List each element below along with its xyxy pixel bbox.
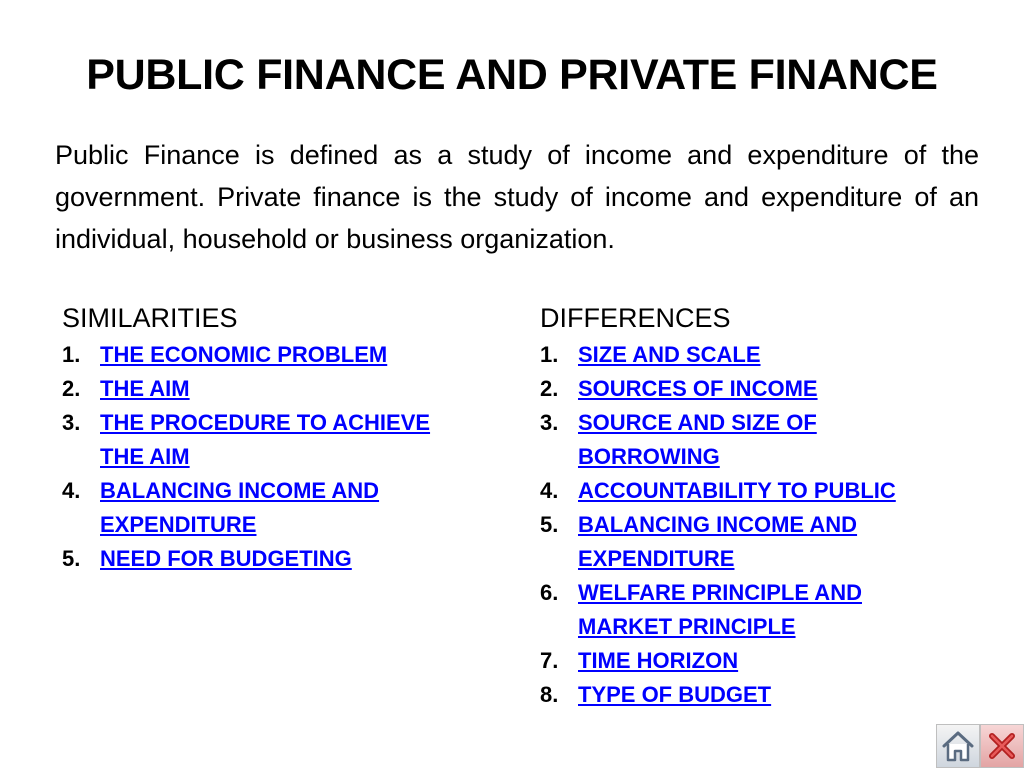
list-item [540,372,940,406]
difference-link[interactable]: ACCOUNTABILITY TO PUBLIC [578,478,896,503]
item-number: 1. [540,342,559,367]
close-button[interactable] [980,724,1024,768]
item-number: 5. [62,546,81,571]
item-number: 3. [62,410,81,435]
difference-link[interactable]: BALANCING INCOME AND EXPENDITURE [578,512,858,571]
list-item [62,474,462,542]
similarity-link[interactable]: THE PROCEDURE TO ACHIEVE THE AIM [100,410,431,469]
item-number: 3. [540,410,559,435]
list-item [540,508,940,576]
list-item [62,372,462,406]
list-item [540,338,940,372]
similarity-link[interactable]: NEED FOR BUDGETING [100,546,352,571]
item-number: 1. [62,342,81,367]
differences-heading: DIFFERENCES [540,303,731,333]
item-number: 5. [540,512,559,537]
item-number: 4. [62,478,81,503]
list-item [62,542,462,576]
difference-link[interactable]: WELFARE PRINCIPLE AND MARKET PRINCIPLE [578,580,862,639]
slide-title: PUBLIC FINANCE AND PRIVATE FINANCE [86,51,938,99]
difference-link[interactable]: TYPE OF BUDGET [578,682,772,707]
home-icon [941,730,975,762]
list-item [540,678,940,712]
navigation-buttons [936,724,1024,768]
list-item [62,338,462,372]
differences-list [540,338,940,712]
item-number: 2. [540,376,559,401]
home-button[interactable] [936,724,980,768]
item-number: 7. [540,648,559,673]
list-item [540,576,940,644]
difference-link[interactable]: TIME HORIZON [578,648,739,673]
similarities-heading: SIMILARITIES [62,303,238,333]
similarities-list [62,338,462,576]
item-number: 6. [540,580,559,605]
item-number: 4. [540,478,559,503]
similarity-link[interactable]: THE ECONOMIC PROBLEM [100,342,388,367]
close-icon [986,730,1018,762]
item-number: 8. [540,682,559,707]
similarity-link[interactable]: THE AIM [100,376,190,401]
differences-section [540,298,940,712]
list-item [540,644,940,678]
list-item [62,406,462,474]
similarity-link[interactable]: BALANCING INCOME AND EXPENDITURE [100,478,380,537]
item-number: 2. [62,376,81,401]
list-item [540,406,940,474]
list-item [540,474,940,508]
difference-link[interactable]: SOURCES OF INCOME [578,376,818,401]
intro-paragraph: Public Finance is defined as a study of income and expenditure of the government. Private finance is the study of income and expenditure of an individual, household or business organization. [55,140,979,254]
difference-link[interactable]: SOURCE AND SIZE OF BORROWING [578,410,817,469]
difference-link[interactable]: SIZE AND SCALE [578,342,761,367]
similarities-section [62,298,462,576]
